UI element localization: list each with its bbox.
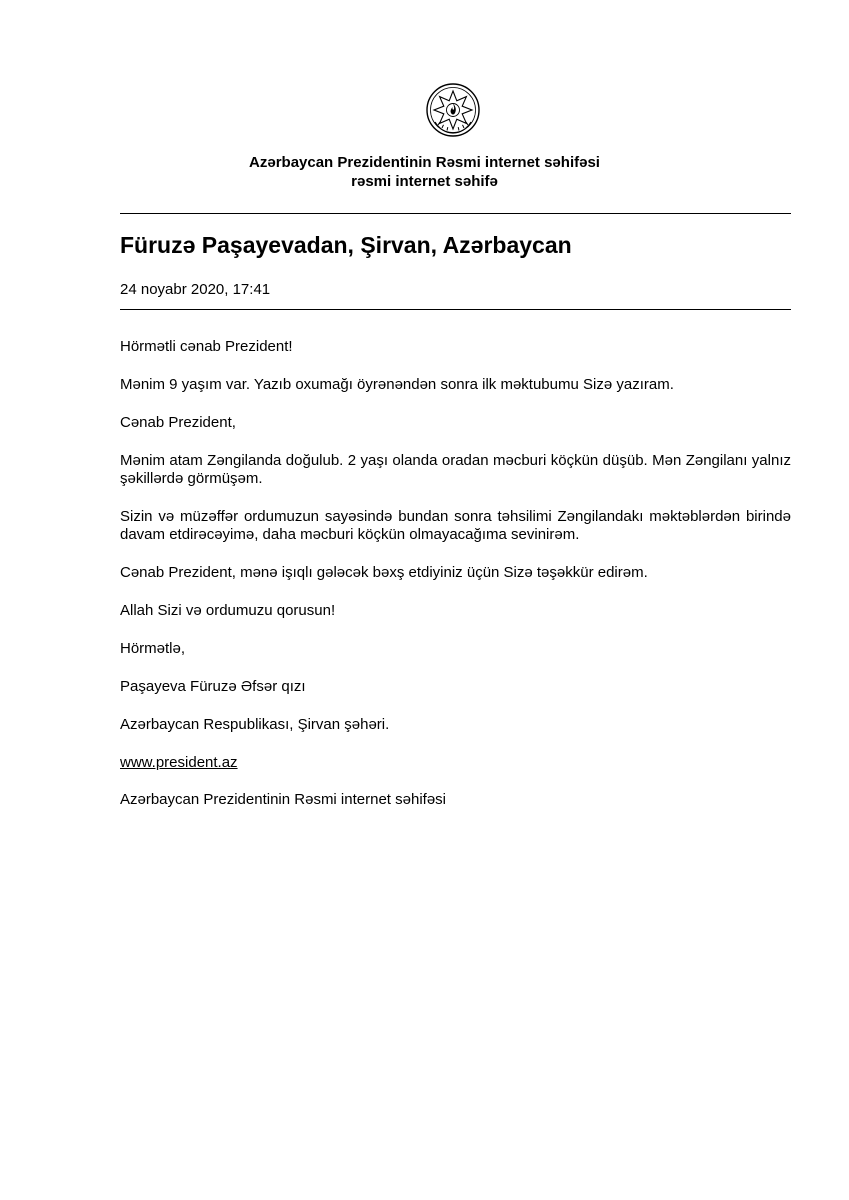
letter-paragraph: Mənim 9 yaşım var. Yazıb oxumağı öyrənəndən sonra ilk məktubumu Sizə yazıram. <box>120 376 674 393</box>
letter-paragraph: Cənab Prezident, mənə işıqlı gələcək bəxş etdiyiniz üçün Sizə təşəkkür edirəm. <box>120 564 648 581</box>
letter-paragraph: Allah Sizi və ordumuzu qorusun! <box>120 602 336 619</box>
letter-greeting: Hörmətli cənab Prezident! <box>120 338 293 355</box>
azerbaijan-state-emblem-icon <box>425 82 481 138</box>
site-header-title: Azərbaycan Prezidentinin Rəsmi internet səhifəsi <box>249 154 600 171</box>
letter-paragraph: Sizin və müzəffər ordumuzun sayəsində bundan sonra təhsilimi Zəngilandakı məktəblərdən birində davam etdirəcəyimə, daha məcburi köçkün olmayacağıma sevinirəm. <box>120 508 791 543</box>
site-header <box>0 153 849 191</box>
divider-bottom <box>120 309 791 310</box>
letter-address: Cənab Prezident, <box>120 414 236 431</box>
letter-paragraph: Mənim atam Zəngilanda doğulub. 2 yaşı olanda oradan məcburi köçkün düşüb. Mən Zəngilanı yalnız şəkillərdə görmüşəm. <box>120 452 791 487</box>
article-date: 24 noyabr 2020, 17:41 <box>120 281 271 298</box>
letter-location: Azərbaycan Respublikası, Şirvan şəhəri. <box>120 716 390 733</box>
footer-source: Azərbaycan Prezidentinin Rəsmi internet səhifəsi <box>120 791 446 808</box>
website-link[interactable]: www.president.az <box>120 754 238 771</box>
letter-closing: Hörmətlə, <box>120 640 186 657</box>
article-title: Füruzə Paşayevadan, Şirvan, Azərbaycan <box>120 232 572 258</box>
letter-signature: Paşayeva Füruzə Əfsər qızı <box>120 678 306 695</box>
divider-top <box>120 213 791 214</box>
letter-body <box>120 338 791 829</box>
site-header-subtitle: rəsmi internet səhifə <box>351 173 498 190</box>
